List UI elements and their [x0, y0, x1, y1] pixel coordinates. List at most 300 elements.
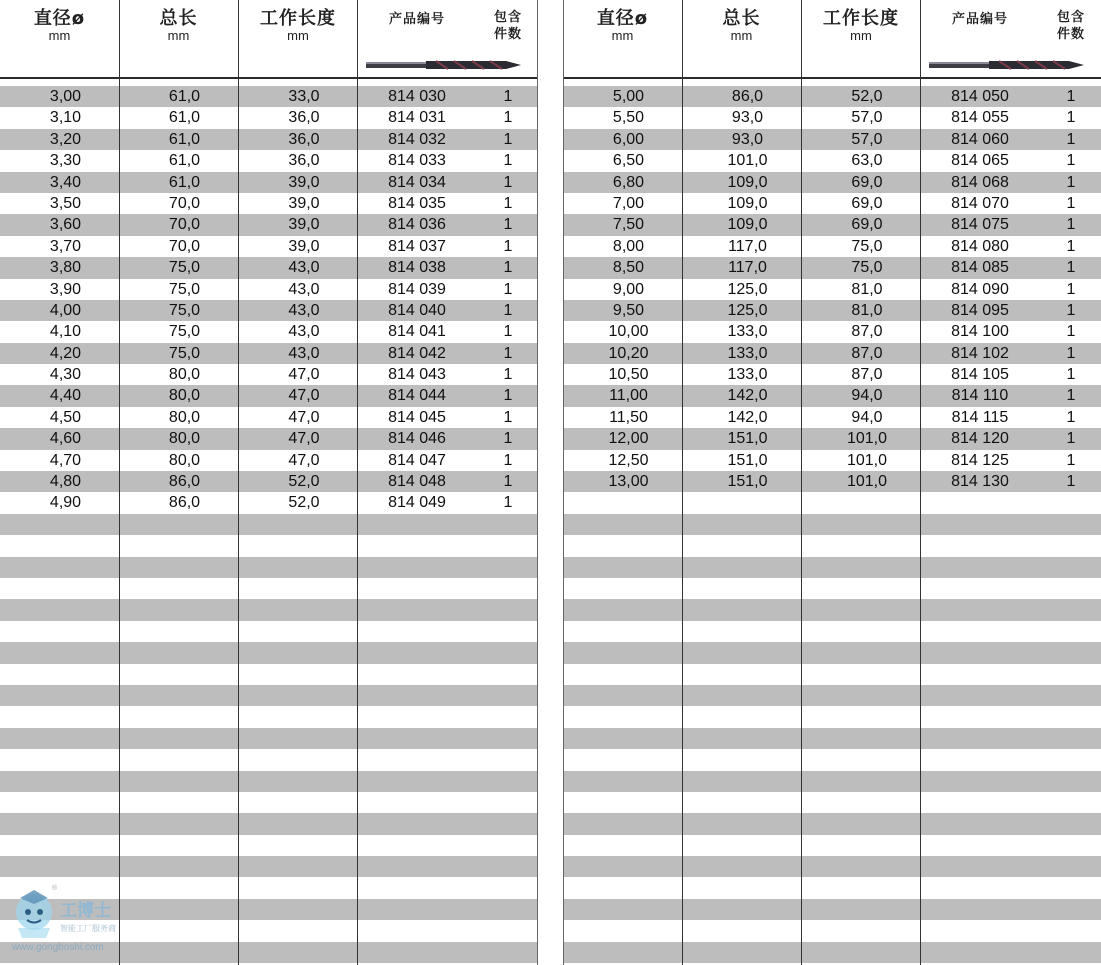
empty-row — [0, 813, 538, 834]
cell-diameter: 12,50 — [608, 451, 649, 469]
table-border — [537, 0, 538, 965]
cell-product-code: 814 037 — [388, 237, 446, 255]
left-table — [0, 0, 538, 965]
cell-work-length: 36,0 — [288, 130, 320, 148]
cell-work-length: 57,0 — [851, 109, 883, 127]
cell-total-length: 125,0 — [727, 280, 768, 298]
empty-row — [0, 599, 538, 620]
empty-row — [563, 835, 1101, 856]
cell-total-length: 86,0 — [731, 88, 764, 105]
table-row — [563, 321, 1101, 342]
cell-diameter: 12,00 — [608, 430, 649, 448]
header-diameter-unit: mm — [48, 28, 71, 43]
cell-diameter: 4,30 — [49, 366, 82, 384]
table-row — [563, 471, 1101, 492]
header-product-code-label: 产品编号 — [951, 12, 1008, 27]
empty-row — [563, 664, 1101, 685]
cell-total-length: 109,0 — [727, 173, 768, 191]
cell-quantity: 1 — [503, 280, 513, 298]
cell-quantity: 1 — [503, 366, 513, 384]
empty-row — [563, 813, 1101, 834]
cell-product-code: 814 068 — [951, 173, 1009, 191]
cell-diameter: 4,60 — [49, 430, 82, 448]
cell-quantity: 1 — [503, 194, 513, 212]
table-row — [563, 407, 1101, 428]
cell-product-code: 814 031 — [388, 109, 446, 127]
table-row — [0, 236, 538, 257]
table-row — [563, 364, 1101, 385]
cell-product-code: 814 039 — [388, 280, 446, 298]
cell-quantity: 1 — [1066, 259, 1076, 277]
cell-product-code: 814 046 — [388, 430, 446, 448]
cell-work-length: 52,0 — [288, 473, 320, 491]
table-row — [0, 364, 538, 385]
cell-total-length: 80,0 — [168, 387, 201, 405]
cell-quantity: 1 — [1066, 130, 1076, 148]
cell-total-length: 125,0 — [727, 301, 768, 319]
cell-diameter: 5,00 — [612, 88, 645, 105]
header-quantity-label: 包含 件数 — [493, 10, 522, 42]
table-row — [563, 172, 1101, 193]
cell-diameter: 5,50 — [612, 109, 645, 127]
cell-product-code: 814 050 — [951, 88, 1009, 105]
header-total-length-label: 总长 — [159, 8, 198, 29]
cell-work-length: 81,0 — [851, 301, 883, 319]
cell-total-length: 117,0 — [728, 259, 767, 277]
table-row — [0, 150, 538, 171]
empty-row — [0, 514, 538, 535]
cell-quantity: 1 — [503, 152, 513, 170]
gongboshi-logo — [10, 884, 145, 954]
table-row — [0, 107, 538, 128]
cell-total-length: 109,0 — [727, 194, 768, 212]
cell-total-length: 75,0 — [168, 301, 201, 319]
header-diameter — [563, 0, 682, 43]
cell-work-length: 87,0 — [851, 344, 883, 362]
cell-product-code: 814 032 — [388, 130, 446, 148]
header-work-length-label: 工作长度 — [823, 8, 899, 29]
empty-row — [0, 557, 538, 578]
cell-diameter: 3,60 — [49, 216, 82, 234]
cell-total-length: 142,0 — [727, 387, 768, 405]
cell-work-length: 47,0 — [288, 408, 320, 426]
empty-row — [0, 621, 538, 642]
cell-work-length: 52,0 — [288, 494, 320, 512]
cell-diameter: 7,50 — [612, 216, 645, 234]
cell-quantity: 1 — [1066, 152, 1076, 170]
header-diameter — [0, 0, 119, 43]
table-row — [563, 385, 1101, 406]
table-row — [563, 343, 1101, 364]
cell-quantity: 1 — [1066, 109, 1076, 127]
cell-product-code: 814 034 — [388, 173, 446, 191]
table-row — [0, 214, 538, 235]
cell-diameter: 10,50 — [608, 366, 649, 384]
cell-quantity: 1 — [503, 259, 513, 277]
header-work-length — [801, 0, 921, 43]
cell-total-length: 61,0 — [168, 109, 201, 127]
cell-work-length: 43,0 — [288, 323, 320, 341]
header-work-length-unit: mm — [287, 28, 309, 43]
cell-product-code: 814 120 — [951, 430, 1009, 448]
cell-work-length: 69,0 — [851, 173, 883, 191]
empty-row — [563, 535, 1101, 556]
cell-work-length: 69,0 — [851, 194, 883, 212]
header-product-code-label: 产品编号 — [388, 12, 445, 27]
cell-diameter: 11,00 — [609, 387, 648, 405]
cell-diameter: 3,90 — [49, 280, 82, 298]
header-total-length-unit: mm — [167, 28, 190, 43]
header-total-length — [682, 0, 801, 43]
header-quantity — [478, 0, 538, 43]
cell-quantity: 1 — [503, 408, 513, 426]
cell-work-length: 47,0 — [288, 451, 320, 469]
cell-quantity: 1 — [1066, 387, 1076, 405]
cell-work-length: 101,0 — [846, 430, 888, 448]
cell-diameter: 10,20 — [608, 344, 649, 362]
cell-work-length: 36,0 — [288, 152, 320, 170]
cell-quantity: 1 — [503, 451, 513, 469]
header-quantity-label: 包含 件数 — [1056, 10, 1085, 42]
cell-product-code: 814 038 — [388, 259, 446, 277]
cell-diameter: 4,40 — [49, 387, 82, 405]
cell-product-code: 814 065 — [951, 152, 1009, 170]
cell-work-length: 43,0 — [288, 301, 320, 319]
cell-product-code: 814 080 — [951, 237, 1009, 255]
cell-product-code: 814 043 — [388, 366, 446, 384]
empty-row — [0, 749, 538, 770]
cell-total-length: 93,0 — [731, 109, 764, 127]
cell-quantity: 1 — [503, 301, 513, 319]
cell-product-code: 814 030 — [388, 88, 446, 105]
cell-work-length: 75,0 — [851, 237, 883, 255]
cell-product-code: 814 115 — [951, 408, 1009, 426]
cell-diameter: 4,00 — [49, 301, 82, 319]
right-rows — [563, 86, 1101, 963]
cell-quantity: 1 — [1066, 194, 1076, 212]
cell-diameter: 3,20 — [49, 130, 82, 148]
cell-work-length: 43,0 — [288, 259, 320, 277]
cell-work-length: 101,0 — [846, 451, 888, 469]
cell-total-length: 93,0 — [731, 130, 764, 148]
header-work-length-unit: mm — [850, 28, 872, 43]
cell-quantity: 1 — [503, 494, 513, 512]
table-row — [563, 257, 1101, 278]
cell-diameter: 13,00 — [608, 473, 649, 491]
table-row — [563, 107, 1101, 128]
cell-quantity: 1 — [503, 473, 513, 491]
table-row — [563, 86, 1101, 107]
cell-total-length: 80,0 — [168, 408, 201, 426]
table-row — [0, 86, 538, 107]
cell-work-length: 43,0 — [288, 280, 320, 298]
cell-quantity: 1 — [503, 130, 513, 148]
table-row — [0, 471, 538, 492]
cell-total-length: 70,0 — [168, 216, 201, 234]
cell-work-length: 69,0 — [851, 216, 883, 234]
cell-diameter: 3,40 — [49, 173, 82, 191]
table-row — [0, 321, 538, 342]
table-row — [0, 172, 538, 193]
cell-total-length: 151,0 — [727, 430, 768, 448]
cell-product-code: 814 049 — [388, 494, 446, 512]
empty-row — [0, 728, 538, 749]
cell-total-length: 75,0 — [168, 323, 201, 341]
cell-work-length: 75,0 — [851, 259, 883, 277]
empty-row — [563, 771, 1101, 792]
cell-quantity: 1 — [1066, 430, 1076, 448]
cell-total-length: 70,0 — [168, 194, 201, 212]
cell-quantity: 1 — [1066, 173, 1076, 191]
right-table — [563, 0, 1101, 965]
cell-diameter: 4,50 — [49, 408, 82, 426]
table-row — [563, 300, 1101, 321]
cell-diameter: 3,80 — [49, 259, 82, 277]
empty-row — [0, 771, 538, 792]
header-diameter-label: 直径ø — [596, 8, 649, 29]
cell-total-length: 61,0 — [168, 88, 201, 105]
cell-product-code: 814 042 — [388, 344, 446, 362]
cell-diameter: 3,10 — [49, 109, 82, 127]
empty-row — [0, 835, 538, 856]
cell-product-code: 814 040 — [388, 301, 446, 319]
empty-row — [563, 942, 1101, 963]
cell-quantity: 1 — [1066, 473, 1076, 491]
cell-work-length: 87,0 — [851, 366, 883, 384]
cell-total-length: 133,0 — [727, 323, 768, 341]
cell-quantity: 1 — [503, 237, 513, 255]
cell-product-code: 814 125 — [951, 451, 1009, 469]
table-row — [563, 279, 1101, 300]
cell-diameter: 9,50 — [612, 301, 645, 319]
cell-diameter: 6,50 — [612, 152, 645, 170]
table-row — [563, 450, 1101, 471]
cell-product-code: 814 048 — [388, 473, 446, 491]
cell-total-length: 80,0 — [168, 366, 201, 384]
cell-work-length: 94,0 — [851, 387, 883, 405]
cell-work-length: 57,0 — [851, 130, 883, 148]
cell-diameter: 10,00 — [608, 323, 649, 341]
table-border — [563, 0, 564, 965]
table-row — [0, 129, 538, 150]
cell-diameter: 6,80 — [612, 173, 645, 191]
cell-work-length: 63,0 — [851, 152, 883, 170]
cell-diameter: 4,90 — [49, 494, 82, 512]
table-row — [0, 428, 538, 449]
header-total-length-unit: mm — [730, 28, 753, 43]
cell-quantity: 1 — [503, 387, 513, 405]
cell-total-length: 86,0 — [168, 494, 201, 512]
cell-product-code: 814 045 — [388, 408, 446, 426]
gongboshi-logo-icon — [10, 884, 145, 954]
column-divider — [920, 0, 921, 965]
cell-quantity: 1 — [1066, 323, 1076, 341]
table-row — [0, 257, 538, 278]
empty-row — [0, 685, 538, 706]
cell-total-length: 133,0 — [727, 366, 768, 384]
empty-row — [563, 621, 1101, 642]
cell-diameter: 8,50 — [612, 259, 645, 277]
cell-quantity: 1 — [1066, 451, 1076, 469]
cell-total-length: 75,0 — [168, 280, 201, 298]
header-work-length-label: 工作长度 — [260, 8, 336, 29]
empty-row — [0, 578, 538, 599]
cell-product-code: 814 100 — [951, 323, 1009, 341]
header-product-code — [358, 0, 476, 30]
cell-work-length: 47,0 — [288, 387, 320, 405]
cell-product-code: 814 055 — [951, 109, 1009, 127]
empty-row — [563, 642, 1101, 663]
cell-quantity: 1 — [1066, 344, 1076, 362]
cell-product-code: 814 130 — [951, 473, 1009, 491]
cell-work-length: 87,0 — [851, 323, 883, 341]
logo-tagline: 智能工厂服务商 — [60, 924, 116, 933]
cell-work-length: 94,0 — [851, 408, 883, 426]
header-work-length — [238, 0, 358, 43]
header-product-code — [921, 0, 1039, 30]
empty-row — [0, 664, 538, 685]
cell-work-length: 36,0 — [288, 109, 320, 127]
column-divider — [357, 0, 358, 965]
cell-diameter: 7,00 — [612, 194, 645, 212]
table-row — [0, 407, 538, 428]
empty-row — [563, 685, 1101, 706]
cell-work-length: 101,0 — [846, 473, 888, 491]
cell-diameter: 4,70 — [49, 451, 82, 469]
empty-row — [563, 856, 1101, 877]
empty-row — [563, 920, 1101, 941]
empty-row — [563, 599, 1101, 620]
cell-diameter: 4,80 — [49, 473, 82, 491]
cell-total-length: 109,0 — [727, 216, 768, 234]
cell-quantity: 1 — [503, 216, 513, 234]
cell-quantity: 1 — [1066, 237, 1076, 255]
cell-diameter: 6,00 — [612, 130, 645, 148]
table-row — [0, 279, 538, 300]
cell-diameter: 3,00 — [49, 88, 82, 105]
cell-quantity: 1 — [503, 173, 513, 191]
cell-total-length: 70,0 — [168, 237, 201, 255]
cell-product-code: 814 105 — [951, 366, 1009, 384]
empty-row — [0, 706, 538, 727]
cell-product-code: 814 090 — [951, 280, 1009, 298]
cell-work-length: 47,0 — [288, 430, 320, 448]
column-divider — [119, 0, 120, 965]
cell-diameter: 4,20 — [49, 344, 82, 362]
column-divider — [238, 0, 239, 965]
cell-total-length: 142,0 — [727, 408, 768, 426]
cell-quantity: 1 — [1066, 280, 1076, 298]
left-rows — [0, 86, 538, 963]
table-row — [563, 129, 1101, 150]
cell-work-length: 39,0 — [288, 237, 320, 255]
cell-product-code: 814 085 — [951, 259, 1009, 277]
cell-product-code: 814 095 — [951, 301, 1009, 319]
table-row — [0, 300, 538, 321]
column-divider — [801, 0, 802, 965]
header-quantity — [1041, 0, 1101, 43]
cell-work-length: 47,0 — [288, 366, 320, 384]
cell-diameter: 8,00 — [612, 237, 645, 255]
right-header — [563, 0, 1101, 79]
cell-product-code: 814 102 — [951, 344, 1009, 362]
cell-work-length: 52,0 — [851, 88, 883, 105]
cell-quantity: 1 — [1066, 88, 1076, 105]
cell-total-length: 117,0 — [728, 237, 767, 255]
empty-row — [563, 557, 1101, 578]
table-row — [0, 450, 538, 471]
cell-product-code: 814 035 — [388, 194, 446, 212]
cell-diameter: 3,50 — [49, 194, 82, 212]
cell-product-code: 814 033 — [388, 152, 446, 170]
cell-total-length: 75,0 — [168, 344, 201, 362]
cell-total-length: 61,0 — [168, 173, 201, 191]
logo-name: 工博士 — [60, 901, 111, 921]
svg-text:®: ® — [52, 885, 58, 892]
cell-total-length: 151,0 — [727, 451, 768, 469]
cell-total-length: 80,0 — [168, 430, 201, 448]
cell-work-length: 39,0 — [288, 216, 320, 234]
cell-quantity: 1 — [503, 88, 513, 105]
header-diameter-label: 直径ø — [33, 8, 86, 29]
empty-row — [563, 492, 1101, 513]
cell-total-length: 75,0 — [168, 259, 201, 277]
cell-work-length: 43,0 — [288, 344, 320, 362]
table-row — [563, 236, 1101, 257]
column-divider — [682, 0, 683, 965]
empty-row — [563, 728, 1101, 749]
table-row — [0, 193, 538, 214]
empty-row — [563, 749, 1101, 770]
drill-bit-icon — [366, 59, 521, 71]
cell-quantity: 1 — [503, 430, 513, 448]
cell-quantity: 1 — [1066, 408, 1076, 426]
cell-total-length: 80,0 — [168, 451, 201, 469]
cell-work-length: 39,0 — [288, 194, 320, 212]
cell-work-length: 33,0 — [288, 88, 320, 105]
cell-total-length: 133,0 — [727, 344, 768, 362]
cell-quantity: 1 — [1066, 366, 1076, 384]
cell-total-length: 61,0 — [168, 130, 201, 148]
header-diameter-unit: mm — [611, 28, 634, 43]
table-row — [563, 428, 1101, 449]
empty-row — [0, 642, 538, 663]
cell-diameter: 9,00 — [612, 280, 645, 298]
empty-row — [563, 578, 1101, 599]
cell-quantity: 1 — [1066, 301, 1076, 319]
table-row — [563, 214, 1101, 235]
cell-quantity: 1 — [503, 323, 513, 341]
table-row — [0, 343, 538, 364]
cell-diameter: 4,10 — [49, 323, 82, 341]
cell-quantity: 1 — [503, 109, 513, 127]
empty-row — [0, 792, 538, 813]
logo-url: www.gongboshi.com — [12, 942, 104, 953]
cell-quantity: 1 — [1066, 216, 1076, 234]
empty-row — [563, 514, 1101, 535]
cell-total-length: 151,0 — [727, 473, 768, 491]
cell-product-code: 814 070 — [951, 194, 1009, 212]
cell-diameter: 3,30 — [49, 152, 82, 170]
empty-row — [0, 535, 538, 556]
cell-product-code: 814 075 — [951, 216, 1009, 234]
empty-row — [563, 899, 1101, 920]
cell-total-length: 101,0 — [727, 152, 768, 170]
cell-total-length: 86,0 — [168, 473, 201, 491]
cell-product-code: 814 047 — [388, 451, 446, 469]
cell-diameter: 11,50 — [609, 408, 648, 426]
cell-work-length: 81,0 — [851, 280, 883, 298]
